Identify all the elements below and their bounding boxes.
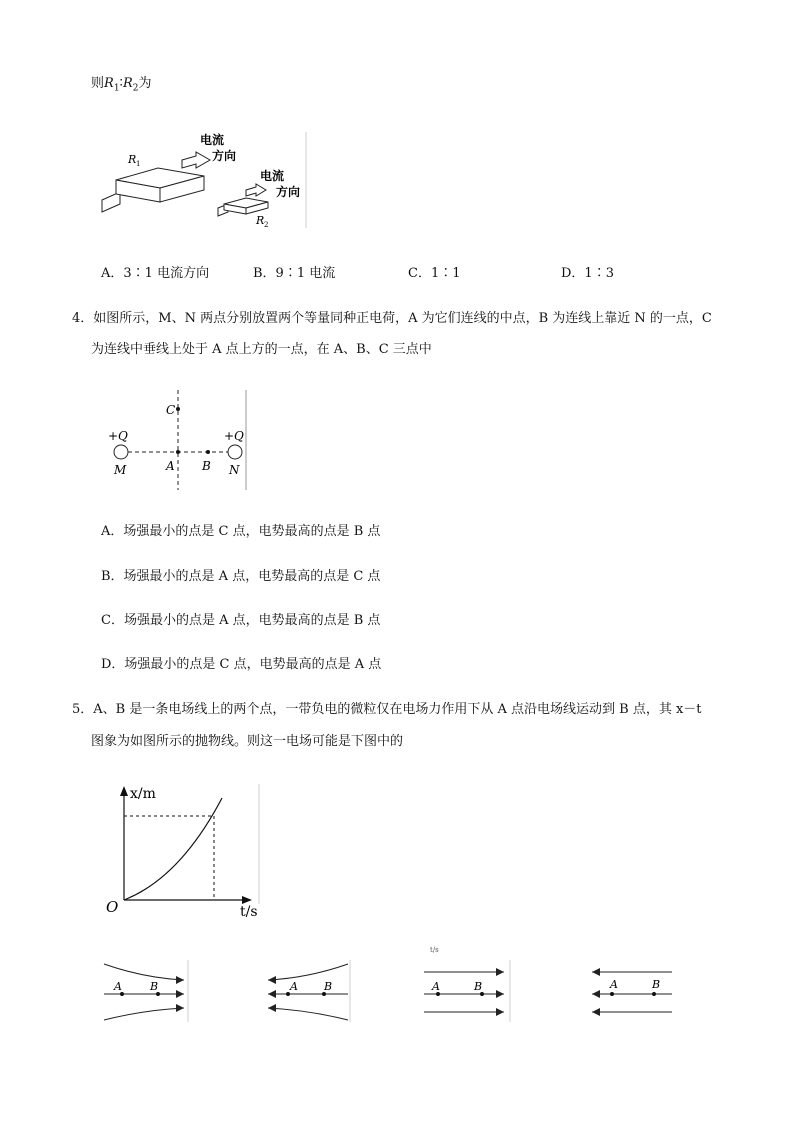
stray-mark: t/s [430,946,439,954]
q5-field-option-4 [588,958,680,1024]
label-b: B [324,980,333,993]
r1-label-sub: 1 [136,160,141,168]
point-c [176,407,180,411]
label-a: A [114,980,122,993]
charge-m [114,445,128,459]
point-a [176,450,180,454]
q3-resistor-figure [100,130,310,230]
current-arrow-2 [246,184,266,196]
arrow-top [496,968,504,976]
origin-label: O [106,898,119,916]
field-line-bottom [104,1008,184,1020]
q3-r2: R [122,76,133,91]
q3-colon: ∶ [119,76,123,91]
q5-field-option-1 [100,958,190,1024]
current-arrow-1 [182,152,210,168]
q4-option-c: C．场强最小的点是 A 点，电势最高的点是 B 点 [101,613,381,628]
q3-stem-prefix: 则 [91,76,105,91]
field-line-bottom [268,1008,348,1020]
point-a [610,992,614,996]
arrow-bottom [268,1004,276,1012]
q3-stem-suffix: 为 [138,76,152,91]
q5-xt-graph [100,782,264,922]
label-a: A [290,980,298,993]
current-label-1b: 方向 [212,149,237,163]
label-n: N [229,463,240,477]
q4-stem-line1: 4．如图所示，M、N 两点分别放置两个等量同种正电荷，A 为它们连线的中点，B 为连线上靠近 N 的一点，C [72,311,712,326]
label-m: M [114,463,127,477]
x-axis-label: t/s [240,904,258,920]
q3-r1: R [104,76,114,91]
arrow-bottom [592,1008,600,1016]
point-b [206,450,210,454]
field-line-top [104,964,184,980]
current-label-2b: 方向 [276,185,301,199]
y-axis-arrow [120,786,128,796]
arrow-middle [592,990,600,998]
charge-left-label: +Q [108,429,128,443]
q3-option-a: A．3∶1 电流方向 [101,266,210,281]
arrow-top [592,968,600,976]
y-axis-label: x/m [130,786,156,802]
arrow-bottom [176,1004,184,1012]
current-label-2a: 电流 [260,169,285,183]
arrow-middle [176,990,184,998]
q5-field-option-3 [420,958,512,1024]
q4-option-d: D．场强最小的点是 C 点，电势最高的点是 A 点 [101,657,382,672]
q4-option-b: B．场强最小的点是 A 点，电势最高的点是 C 点 [101,569,381,584]
q3-option-d: D．1∶3 [561,266,614,281]
point-b [652,992,656,996]
r1-lead-left [102,192,120,212]
arrow-middle [268,990,276,998]
q4-charge-figure [104,388,250,492]
label-a: A [610,978,618,991]
label-b: B [202,459,211,473]
r2-label-sub: 2 [264,221,269,229]
q5-stem-line2: 图象为如图所示的抛物线。则这一电场可能是下图中的 [91,734,404,749]
label-b: B [652,978,661,991]
q3-option-b: B．9∶1 电流 [253,266,336,281]
arrow-top [268,976,276,984]
q3-stem [91,72,151,94]
q5-field-option-2 [262,958,354,1024]
q3-r2-sub: 2 [132,83,139,94]
q4-stem-line2: 为连线中垂线上处于 A 点上方的一点，在 A、B、C 三点中 [91,342,432,357]
field-line-top [268,964,348,980]
current-label-1a: 电流 [200,133,225,147]
q3-option-c: C．1∶1 [408,266,461,281]
label-a: A [432,980,440,993]
arrow-top [176,976,184,984]
q5-stem-line1: 5．A、B 是一条电场线上的两个点，一带负电的微粒仅在电场力作用下从 A 点沿电场线运动到 B 点，其 x－t [72,702,702,717]
label-b: B [474,980,483,993]
arrow-middle [496,990,504,998]
charge-right-label: +Q [224,429,244,443]
parabola-curve [124,798,222,900]
x-axis-arrow [242,896,252,904]
arrow-bottom [496,1008,504,1016]
q3-r1-sub: 1 [113,83,120,94]
r2-label: R [256,214,265,227]
q4-option-a: A．场强最小的点是 C 点，电势最高的点是 B 点 [101,524,381,539]
label-b: B [150,980,159,993]
label-c: C [166,403,176,417]
r1-label: R [128,153,137,166]
charge-n [228,445,242,459]
label-a: A [166,459,175,473]
